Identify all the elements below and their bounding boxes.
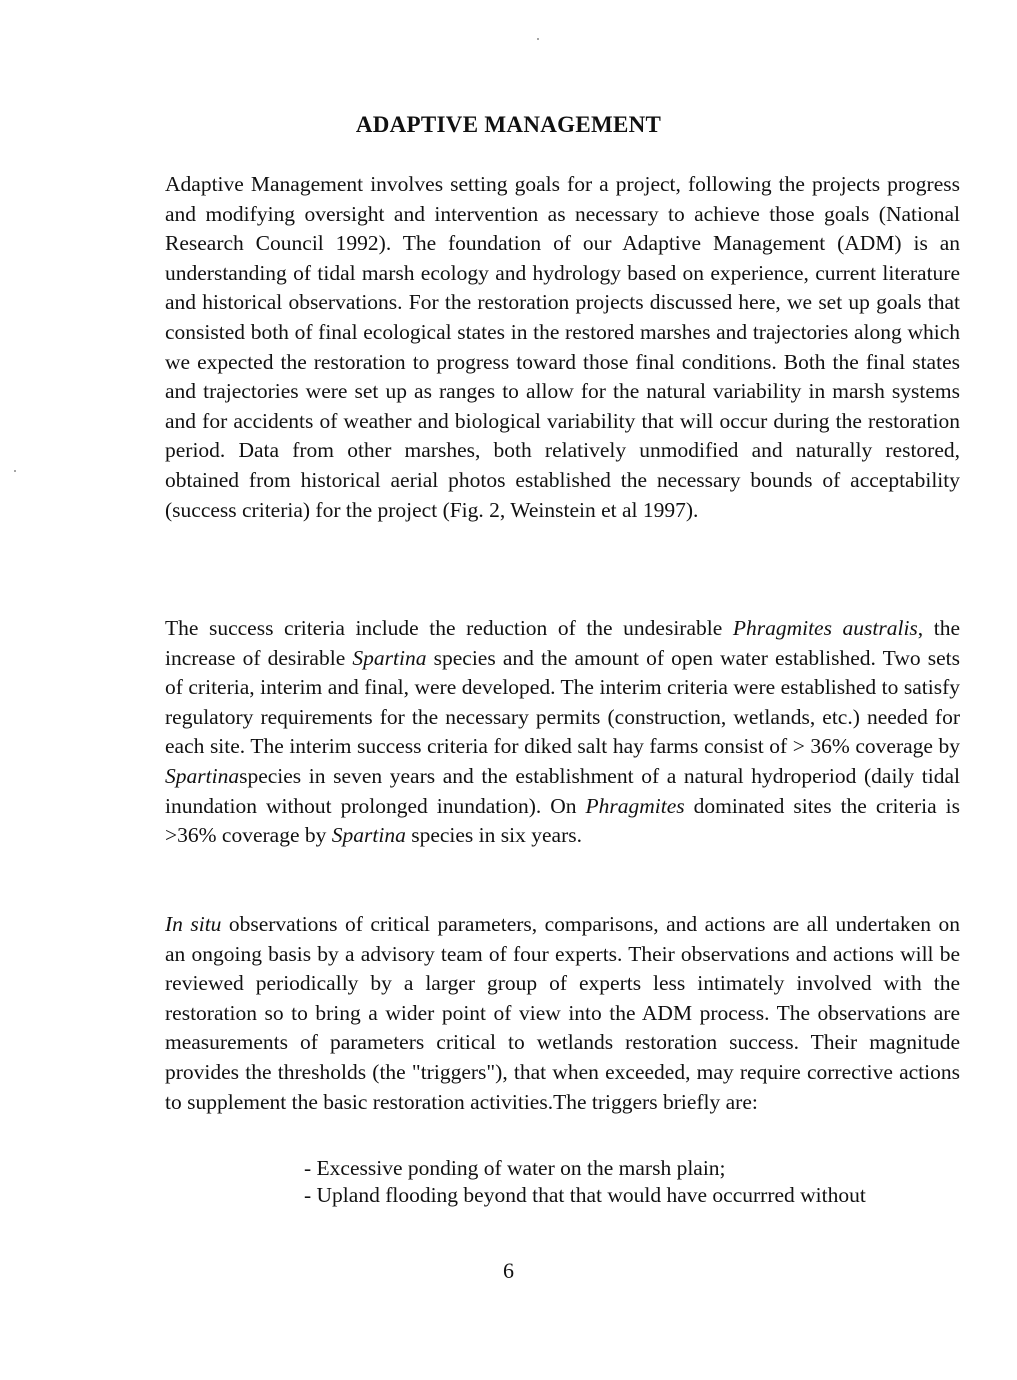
species-name: Spartina [331, 823, 406, 848]
paragraph-text: observations of critical parameters, comparisons, and actions are all undertaken on an ongoing basis by a advisory team of four experts. Their observations and actions will be reviewed periodically by a larger group of experts less intimately involved with the restoration so to bring a wider point of view into the ADM process. The observations are measurements of parameters critical to wetlands restoration success. Their magnitude provides the thresholds (the "triggers"), that when exceeded, may require corrective actions to supplement the basic restoration activities.The triggers briefly are: [165, 912, 960, 1114]
paragraph-text: , the increase of desirable [165, 616, 960, 670]
paragraph-text: Adaptive Management involves setting goals for a project, following the projects progress and modifying oversight and intervention as necessary to achieve those goals (National Research Council 1992). The foundation of our Adaptive Management (ADM) is an understanding of tidal marsh ecology and hydrology based on experience, current literature and historical observations. For the restoration projects discussed here, we set up goals that consisted both of final ecological states in the restored marshes and trajectories along which we expected the restoration to progress toward those final conditions. Both the final states and trajectories were set up as ranges to allow for the natural variability in marsh systems and for accidents of weather and biological variability that will occur during the restoration period. Data from other marshes, both relatively unmodified and naturally restored, obtained from historical aerial photos established the necessary bounds of acceptability (success criteria) for the project (Fig. 2, Weinstein et al 1997). [165, 172, 960, 522]
paragraph-text: dominated sites the criteria is >36% coverage by [165, 793, 961, 848]
species-name: Spartina [352, 645, 427, 670]
page-title: ADAPTIVE MANAGEMENT [355, 112, 662, 137]
scan-speck [537, 38, 539, 40]
paragraph-adaptive-management-definition [165, 170, 960, 525]
species-name: Spartina [165, 763, 240, 788]
paragraph-text: species and the amount of open water established. Two sets of criteria, interim and final, were developed. The interim criteria were established to satisfy regulatory requirements for the necessary permits (construction, wetlands, etc.) needed for each site. The interim success criteria for diked salt hay farms consist of > 36% coverage by [165, 645, 960, 759]
paragraph-success-criteria [165, 614, 960, 851]
paragraph-text: species in six years. [405, 823, 582, 848]
latin-term: In situ [165, 912, 222, 936]
paragraph-text: species in seven years and the establishment of a natural hydroperiod (daily tidal inundation without prolonged inundation). On [165, 763, 960, 818]
page-number: 6 [503, 1258, 514, 1283]
scan-speck [14, 470, 16, 472]
species-name: Phragmites [585, 793, 685, 818]
paragraph-text: The success criteria include the reduction of the undesirable [165, 616, 733, 640]
species-name: Phragmites australis [732, 616, 918, 640]
paragraph-in-situ-observations [165, 910, 960, 1117]
trigger-list-item: - Upland flooding beyond that that would have occurrred without [304, 1183, 866, 1207]
trigger-list-item: - Excessive ponding of water on the marsh plain; [304, 1156, 726, 1180]
